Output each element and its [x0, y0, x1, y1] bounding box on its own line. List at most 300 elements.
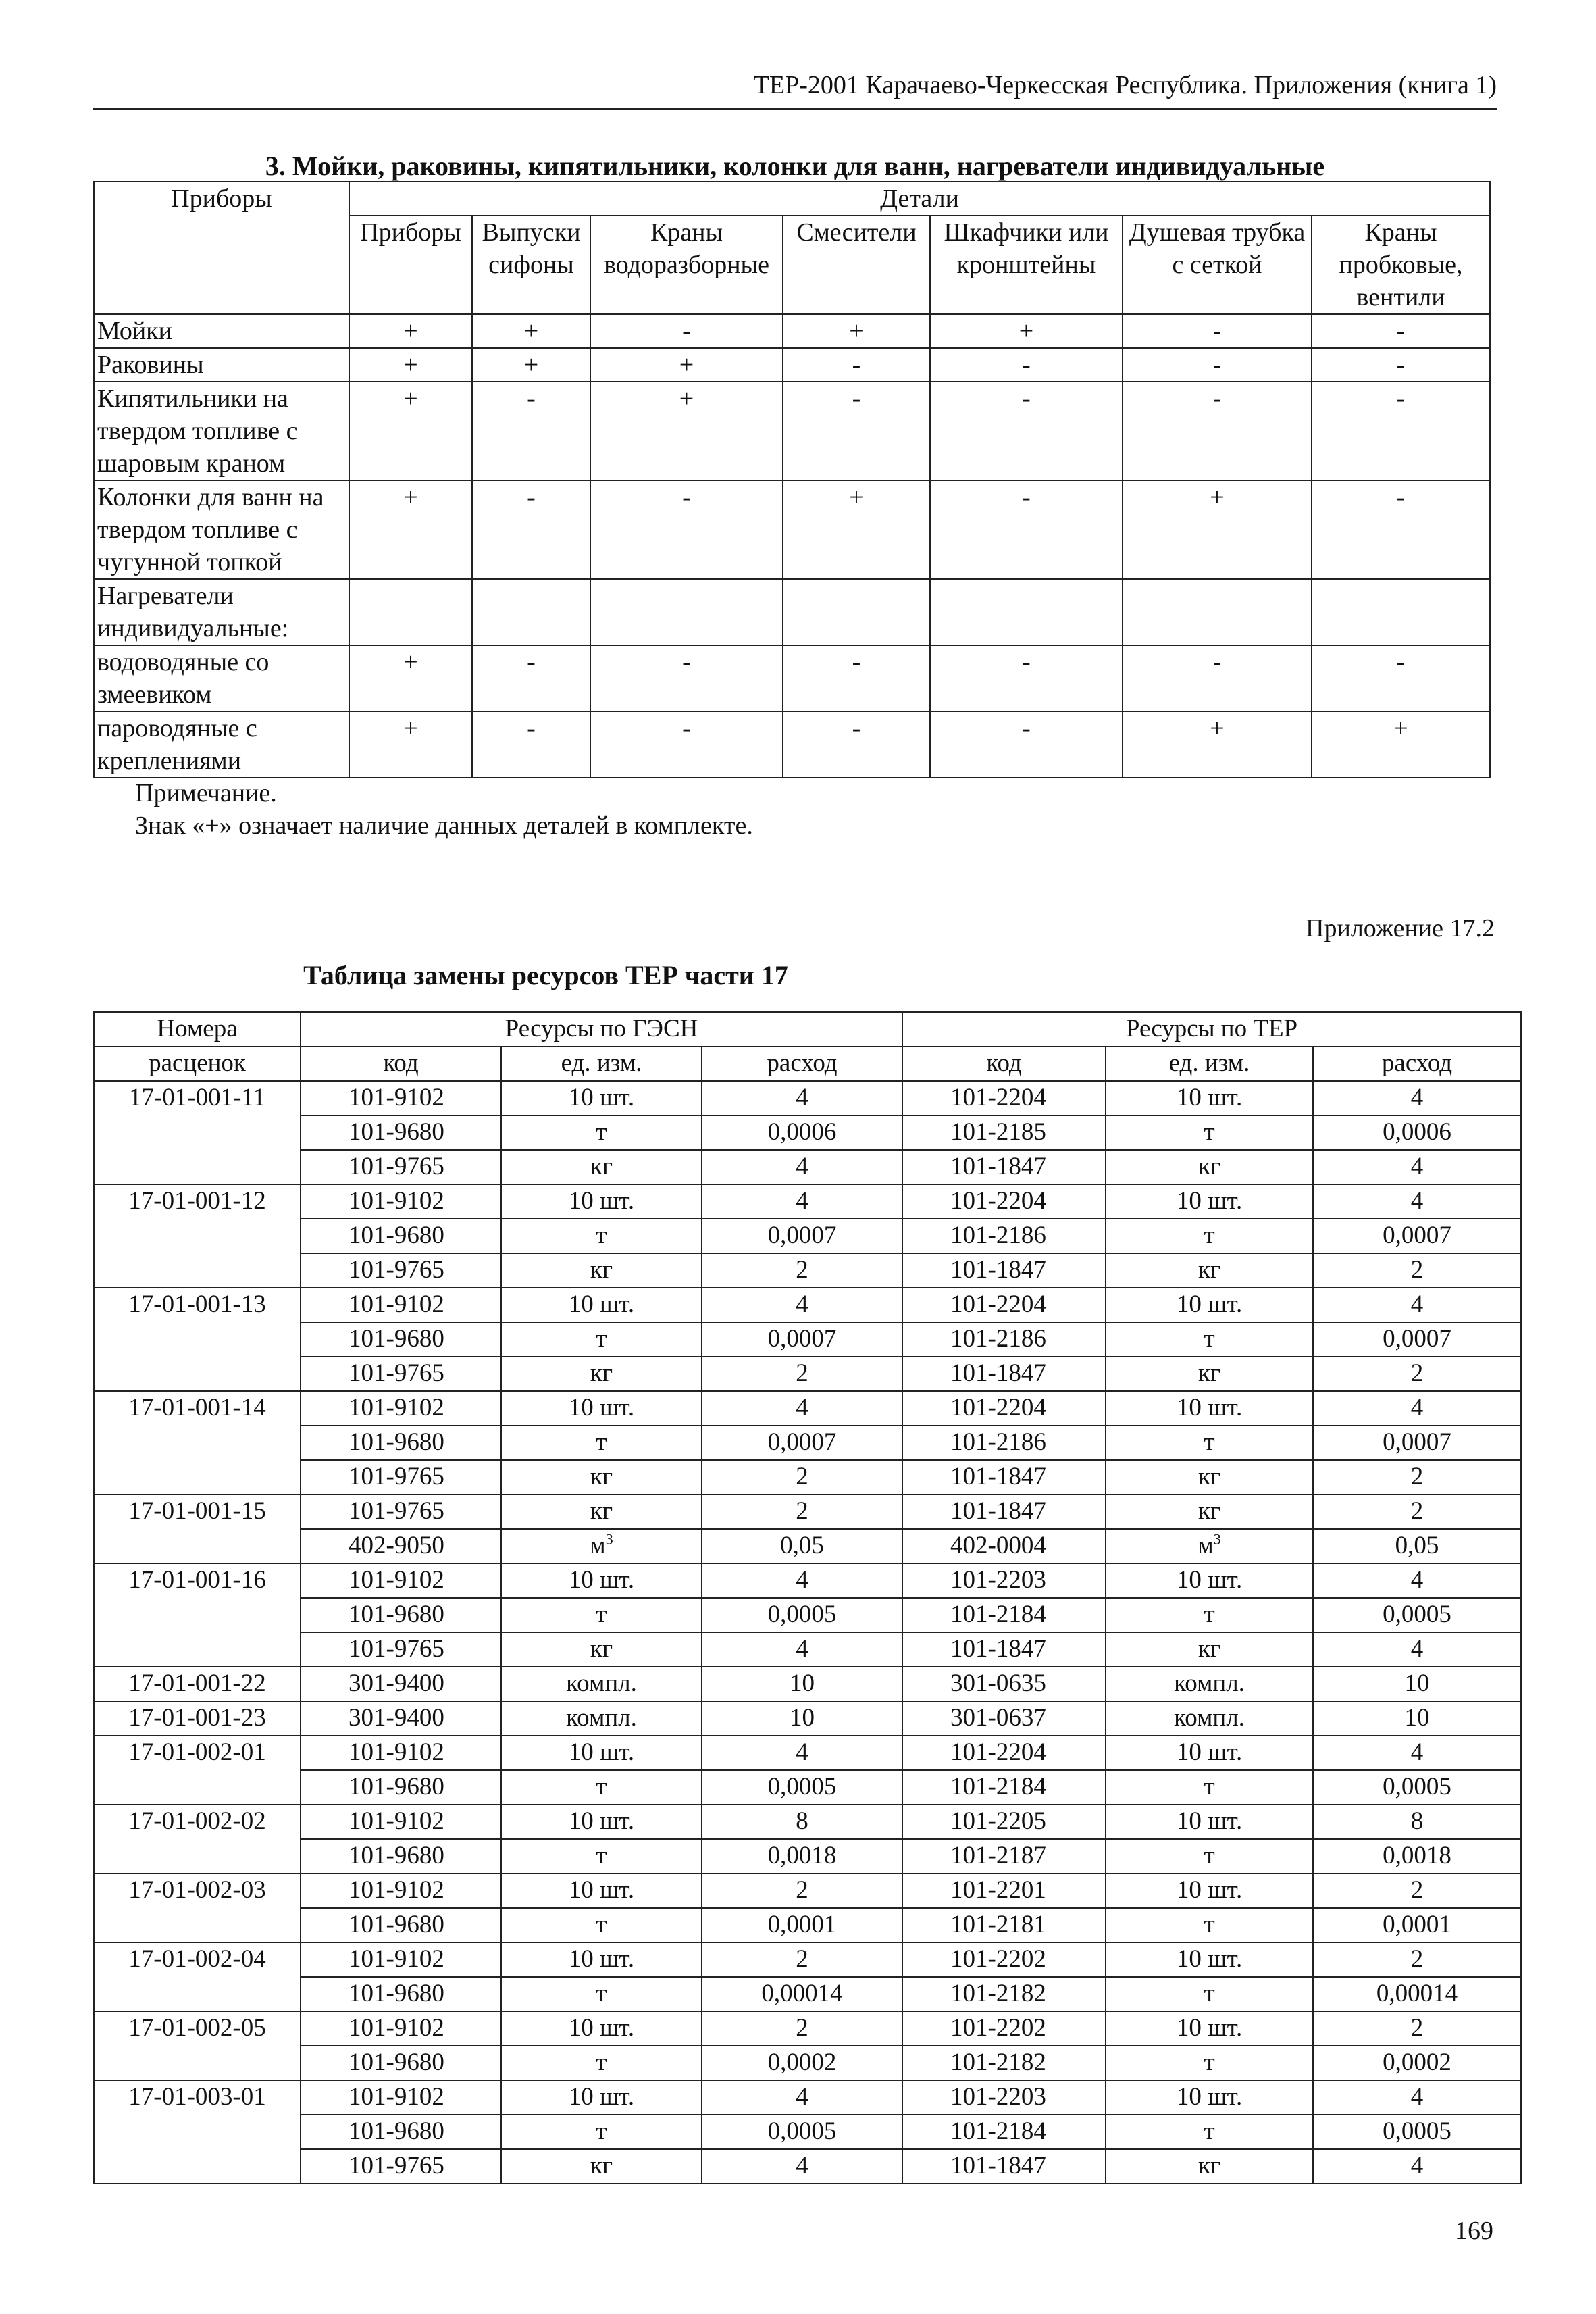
appendix-label: Приложение 17.2 — [1306, 914, 1495, 942]
t2-cell: кг — [501, 1460, 702, 1494]
t1-subhead: Выпуски сифоны — [472, 216, 590, 314]
table-row — [94, 1805, 1521, 1839]
t2-cell: 0,0002 — [1313, 2046, 1521, 2080]
t2-head-numbers-2: расценок — [94, 1047, 301, 1081]
t2-cell: 402-9050 — [301, 1529, 501, 1563]
t2-cell: т — [1106, 1977, 1313, 2011]
t2-cell: 0,0007 — [702, 1426, 902, 1460]
t2-cell: кг — [1106, 1253, 1313, 1288]
t2-cell: т — [1106, 2046, 1313, 2080]
t1-mark — [590, 579, 783, 645]
t2-cell: 10 шт. — [501, 2011, 702, 2046]
table-row — [94, 382, 1490, 480]
t1-mark — [349, 579, 472, 645]
t2-cell: 0,00014 — [1313, 1977, 1521, 2011]
t2-cell: 101-9765 — [301, 1494, 501, 1529]
t2-cell: 0,0005 — [702, 1598, 902, 1632]
table-row — [94, 1839, 1521, 1873]
page-number: 169 — [1455, 2217, 1493, 2245]
table-row — [94, 1667, 1521, 1701]
t2-cell: 101-9680 — [301, 1426, 501, 1460]
t1-head-details: Детали — [349, 182, 1490, 216]
t2-cell: 2 — [1313, 1357, 1521, 1391]
t1-mark: + — [590, 382, 783, 480]
t2-cell: 2 — [702, 1460, 902, 1494]
t1-mark: + — [783, 480, 930, 579]
t2-cell: 2 — [702, 1873, 902, 1908]
t2-rate-number: 17-01-003-01 — [94, 2080, 301, 2184]
t2-cell: компл. — [501, 1701, 702, 1736]
t2-cell: кг — [501, 1150, 702, 1184]
t2-cell: т — [501, 1322, 702, 1357]
t2-cell: 10 шт. — [501, 1288, 702, 1322]
t2-cell: 0,05 — [1313, 1529, 1521, 1563]
table-row — [94, 1115, 1521, 1150]
t2-cell: 101-1847 — [902, 1150, 1106, 1184]
t1-mark: - — [1123, 382, 1312, 480]
t2-cell: т — [1106, 1598, 1313, 1632]
t2-cell: 4 — [1313, 1563, 1521, 1598]
t2-cell: 101-2186 — [902, 1426, 1106, 1460]
t2-cell: т — [501, 1598, 702, 1632]
table-row — [94, 1253, 1521, 1288]
t2-cell: 0,0007 — [702, 1322, 902, 1357]
t2-cell: 101-9680 — [301, 2046, 501, 2080]
t1-mark: + — [1123, 711, 1312, 778]
t2-cell: 301-0637 — [902, 1701, 1106, 1736]
t2-cell: т — [501, 1839, 702, 1873]
t2-cell: 4 — [702, 1288, 902, 1322]
t2-cell: 101-2184 — [902, 1770, 1106, 1805]
t2-cell: 101-2205 — [902, 1805, 1106, 1839]
t2-rate-number: 17-01-001-23 — [94, 1701, 301, 1736]
t2-cell: 101-2202 — [902, 2011, 1106, 2046]
t2-cell: 101-9680 — [301, 1977, 501, 2011]
t2-cell: т — [501, 1908, 702, 1942]
t2-cell: 101-2204 — [902, 1288, 1106, 1322]
t2-cell: 101-2182 — [902, 1977, 1106, 2011]
t2-cell: 101-9765 — [301, 1253, 501, 1288]
t2-cell: 101-2187 — [902, 1839, 1106, 1873]
t2-rate-number: 17-01-001-11 — [94, 1081, 301, 1184]
t2-cell: 101-9102 — [301, 1081, 501, 1115]
t2-rate-number: 17-01-002-04 — [94, 1942, 301, 2011]
t2-cell: 101-9680 — [301, 1219, 501, 1253]
t2-subhead: расход — [1313, 1047, 1521, 1081]
t1-mark: - — [472, 645, 590, 711]
t2-cell: 4 — [1313, 1632, 1521, 1667]
t2-cell: 101-9102 — [301, 1184, 501, 1219]
t1-row-name: Колонки для ванн на твердом топливе с чугунной топкой — [94, 480, 349, 579]
t2-cell: 101-1847 — [902, 2149, 1106, 2184]
t1-mark: + — [1123, 480, 1312, 579]
t1-row-name: Кипятильники на твердом топливе с шаровым краном — [94, 382, 349, 480]
table-row — [94, 1184, 1521, 1219]
table-row — [94, 1529, 1521, 1563]
t2-rate-number: 17-01-001-22 — [94, 1667, 301, 1701]
t1-mark: + — [349, 645, 472, 711]
t2-cell: кг — [1106, 1357, 1313, 1391]
table-row — [94, 2080, 1521, 2115]
table-row — [94, 1598, 1521, 1632]
t2-cell: 4 — [702, 1150, 902, 1184]
t2-cell: 2 — [702, 1942, 902, 1977]
table-row — [94, 1288, 1521, 1322]
t2-cell: $м^3$ — [1106, 1529, 1313, 1563]
t1-mark: + — [472, 348, 590, 382]
t2-cell: 101-9680 — [301, 2115, 501, 2149]
t2-cell: 4 — [1313, 2080, 1521, 2115]
t2-cell: т — [1106, 1770, 1313, 1805]
t2-cell: 101-9680 — [301, 1115, 501, 1150]
t2-cell: 10 шт. — [1106, 1873, 1313, 1908]
t2-cell: 0,00014 — [702, 1977, 902, 2011]
t2-cell: т — [1106, 1839, 1313, 1873]
t2-cell: 101-1847 — [902, 1460, 1106, 1494]
t1-mark: - — [783, 382, 930, 480]
t2-cell: 10 шт. — [1106, 1563, 1313, 1598]
t2-cell: т — [1106, 1322, 1313, 1357]
t2-cell: 10 шт. — [1106, 1288, 1313, 1322]
table-row — [94, 645, 1490, 711]
t2-header-row — [94, 1012, 1521, 1047]
t2-cell: т — [501, 1219, 702, 1253]
t1-mark: - — [590, 314, 783, 348]
note-text: Знак «+» означает наличие данных деталей в комплекте. — [135, 811, 753, 840]
t2-subhead: код — [902, 1047, 1106, 1081]
t2-rate-number: 17-01-001-14 — [94, 1391, 301, 1494]
table-row — [94, 314, 1490, 348]
t1-mark: - — [1312, 382, 1490, 480]
t2-cell: 10 шт. — [501, 1391, 702, 1426]
t1-subhead: Шкафчики или кронштейны — [930, 216, 1123, 314]
t2-subhead: ед. изм. — [501, 1047, 702, 1081]
t2-cell: 101-9102 — [301, 1736, 501, 1770]
t2-rate-number: 17-01-002-05 — [94, 2011, 301, 2080]
t2-cell: 0,0001 — [1313, 1908, 1521, 1942]
table-row — [94, 1494, 1521, 1529]
t2-cell: 101-9680 — [301, 1770, 501, 1805]
t1-mark: + — [349, 314, 472, 348]
t2-cell: 10 шт. — [501, 1563, 702, 1598]
t2-cell: 101-9102 — [301, 1942, 501, 1977]
table-row — [94, 1736, 1521, 1770]
t1-mark: - — [930, 382, 1123, 480]
t1-mark: - — [590, 645, 783, 711]
t1-mark: - — [1312, 645, 1490, 711]
t2-rate-number: 17-01-001-13 — [94, 1288, 301, 1391]
t2-cell: 101-9765 — [301, 1460, 501, 1494]
t1-mark: - — [590, 480, 783, 579]
t2-cell: 101-2184 — [902, 2115, 1106, 2149]
note-label: Примечание. — [135, 779, 277, 807]
t2-cell: 101-2185 — [902, 1115, 1106, 1150]
t2-cell: 4 — [1313, 1391, 1521, 1426]
t2-cell: 101-2203 — [902, 2080, 1106, 2115]
t2-cell: т — [501, 1115, 702, 1150]
t2-cell: 101-9102 — [301, 1288, 501, 1322]
table1-title: 3. Мойки, раковины, кипятильники, колонки для ванн, нагреватели индивидуальные — [265, 151, 1325, 181]
t2-subhead: ед. изм. — [1106, 1047, 1313, 1081]
t2-rate-number: 17-01-002-03 — [94, 1873, 301, 1942]
t2-cell: 10 — [1313, 1667, 1521, 1701]
t2-cell: 2 — [702, 1253, 902, 1288]
t2-cell: 10 шт. — [1106, 1081, 1313, 1115]
t2-cell: 4 — [1313, 1288, 1521, 1322]
table-row — [94, 2115, 1521, 2149]
t2-cell: 0,0018 — [1313, 1839, 1521, 1873]
running-header-text: ТЕР-2001 Карачаево-Черкесская Республика. Приложения (книга 1) — [753, 71, 1497, 99]
t2-cell: 0,0007 — [1313, 1322, 1521, 1357]
t2-cell: 4 — [702, 2080, 902, 2115]
t2-cell: 8 — [1313, 1805, 1521, 1839]
t1-mark: - — [1312, 314, 1490, 348]
t2-cell: кг — [1106, 1460, 1313, 1494]
t2-cell: 4 — [1313, 1081, 1521, 1115]
t2-cell: 10 шт. — [1106, 2080, 1313, 2115]
t1-mark — [783, 579, 930, 645]
t1-mark: - — [590, 711, 783, 778]
t2-cell: 101-2204 — [902, 1736, 1106, 1770]
t2-cell: кг — [501, 2149, 702, 2184]
t2-cell: 101-2186 — [902, 1322, 1106, 1357]
t2-cell: 10 — [702, 1667, 902, 1701]
table-row — [94, 1908, 1521, 1942]
table-row — [94, 480, 1490, 579]
table-row — [94, 1081, 1521, 1115]
t2-cell: т — [501, 1426, 702, 1460]
t1-mark: - — [1123, 348, 1312, 382]
t2-cell: 0,0007 — [702, 1219, 902, 1253]
t2-cell: 101-2181 — [902, 1908, 1106, 1942]
fixtures-table — [93, 181, 1491, 778]
t1-mark: + — [349, 348, 472, 382]
t2-cell: 4 — [1313, 1736, 1521, 1770]
t1-mark: + — [1312, 711, 1490, 778]
t1-mark: + — [783, 314, 930, 348]
t1-mark: - — [472, 711, 590, 778]
table-row — [94, 1942, 1521, 1977]
t2-cell: 301-0635 — [902, 1667, 1106, 1701]
table-row — [94, 1563, 1521, 1598]
table-row — [94, 1873, 1521, 1908]
table-row — [94, 1460, 1521, 1494]
t1-mark — [1312, 579, 1490, 645]
t2-cell: 402-0004 — [902, 1529, 1106, 1563]
t2-cell: 101-9680 — [301, 1322, 501, 1357]
table-row — [94, 348, 1490, 382]
t2-cell: 4 — [1313, 1150, 1521, 1184]
t2-cell: 101-9102 — [301, 1391, 501, 1426]
t2-cell: 0,0005 — [1313, 1598, 1521, 1632]
t1-subhead: Краны пробковые, вентили — [1312, 216, 1490, 314]
t2-cell: 101-2204 — [902, 1391, 1106, 1426]
t2-cell: 101-9765 — [301, 1357, 501, 1391]
t2-cell: 101-9765 — [301, 1632, 501, 1667]
t2-cell: 0,05 — [702, 1529, 902, 1563]
table-row — [94, 1322, 1521, 1357]
t1-mark: - — [783, 711, 930, 778]
t1-mark — [472, 579, 590, 645]
t2-cell: 10 шт. — [1106, 2011, 1313, 2046]
t2-cell: 10 шт. — [1106, 1184, 1313, 1219]
t1-mark: - — [930, 711, 1123, 778]
table-row — [94, 1357, 1521, 1391]
t2-cell: 0,0007 — [1313, 1219, 1521, 1253]
t2-cell: 10 шт. — [501, 1184, 702, 1219]
t1-subhead: Смесители — [783, 216, 930, 314]
t1-mark: - — [1312, 480, 1490, 579]
t2-cell: 0,0005 — [702, 2115, 902, 2149]
t2-cell: 101-9765 — [301, 1150, 501, 1184]
table-row — [94, 2149, 1521, 2184]
t2-cell: 101-2203 — [902, 1563, 1106, 1598]
t2-cell: 10 шт. — [501, 1942, 702, 1977]
t2-subhead: расход — [702, 1047, 902, 1081]
t2-cell: 4 — [702, 1736, 902, 1770]
t2-cell: кг — [1106, 1632, 1313, 1667]
t2-cell: кг — [1106, 2149, 1313, 2184]
t2-cell: 10 шт. — [501, 1873, 702, 1908]
t1-mark — [1123, 579, 1312, 645]
t2-cell: т — [1106, 1426, 1313, 1460]
resource-replacement-table — [93, 1011, 1522, 2184]
t2-cell: 101-1847 — [902, 1494, 1106, 1529]
t1-mark: - — [783, 348, 930, 382]
t2-cell: 301-9400 — [301, 1701, 501, 1736]
table-row — [94, 2011, 1521, 2046]
t2-cell: 101-2201 — [902, 1873, 1106, 1908]
t2-rate-number: 17-01-001-12 — [94, 1184, 301, 1288]
t1-mark: + — [930, 314, 1123, 348]
t2-cell: кг — [501, 1357, 702, 1391]
t2-cell: 101-1847 — [902, 1357, 1106, 1391]
t2-cell: 10 шт. — [501, 2080, 702, 2115]
t2-cell: 2 — [1313, 1942, 1521, 1977]
t2-cell: 101-9765 — [301, 2149, 501, 2184]
t1-subhead: Душевая трубка с сеткой — [1123, 216, 1312, 314]
t2-cell: компл. — [1106, 1667, 1313, 1701]
t2-cell: 101-9680 — [301, 1598, 501, 1632]
t2-cell: 0,0002 — [702, 2046, 902, 2080]
t1-row-name: Нагреватели индивидуальные: — [94, 579, 349, 645]
t2-rate-number: 17-01-002-01 — [94, 1736, 301, 1805]
t1-row-name: Раковины — [94, 348, 349, 382]
t2-cell: 2 — [702, 1357, 902, 1391]
t2-cell: 0,0018 — [702, 1839, 902, 1873]
table-row — [94, 579, 1490, 645]
t2-cell: компл. — [501, 1667, 702, 1701]
t2-cell: кг — [501, 1494, 702, 1529]
t2-cell: 101-9102 — [301, 2080, 501, 2115]
t2-cell: т — [501, 2115, 702, 2149]
t2-cell: 101-2186 — [902, 1219, 1106, 1253]
t1-mark — [930, 579, 1123, 645]
t2-cell: т — [501, 2046, 702, 2080]
t2-cell: кг — [1106, 1150, 1313, 1184]
t2-cell: 2 — [1313, 2011, 1521, 2046]
t2-cell: 10 шт. — [1106, 1736, 1313, 1770]
t2-cell: т — [501, 1977, 702, 2011]
t2-cell: 10 — [702, 1701, 902, 1736]
t2-cell: 2 — [702, 1494, 902, 1529]
t2-cell: 101-2202 — [902, 1942, 1106, 1977]
t2-rate-number: 17-01-001-16 — [94, 1563, 301, 1667]
t2-cell: 4 — [702, 1563, 902, 1598]
t1-subhead: Приборы — [349, 216, 472, 314]
t2-cell: т — [1106, 1219, 1313, 1253]
t1-row-name: водоводяные со змеевиком — [94, 645, 349, 711]
t2-cell: 101-9102 — [301, 2011, 501, 2046]
t2-cell: 101-2184 — [902, 1598, 1106, 1632]
t2-cell: 10 шт. — [501, 1081, 702, 1115]
t1-row-name: пароводяные с креплениями — [94, 711, 349, 778]
t2-cell: 4 — [702, 2149, 902, 2184]
table-row — [94, 1391, 1521, 1426]
t2-cell: кг — [1106, 1494, 1313, 1529]
t2-cell: 0,0001 — [702, 1908, 902, 1942]
t2-cell: 101-9680 — [301, 1839, 501, 1873]
t2-cell: кг — [501, 1253, 702, 1288]
t2-cell: 10 шт. — [501, 1805, 702, 1839]
t1-mark: - — [783, 645, 930, 711]
t2-cell: 10 шт. — [501, 1736, 702, 1770]
t2-head-numbers: Номера — [94, 1012, 301, 1047]
t2-cell: т — [1106, 2115, 1313, 2149]
t2-cell: 101-9102 — [301, 1563, 501, 1598]
t2-head-ter: Ресурсы по ТЕР — [902, 1012, 1521, 1047]
t2-cell: 4 — [702, 1184, 902, 1219]
t2-cell: 101-9102 — [301, 1873, 501, 1908]
t2-subhead: код — [301, 1047, 501, 1081]
t2-cell: 4 — [1313, 1184, 1521, 1219]
t2-cell: 2 — [1313, 1873, 1521, 1908]
table-row — [94, 1770, 1521, 1805]
t2-cell: 10 шт. — [1106, 1942, 1313, 1977]
t1-mark: - — [930, 480, 1123, 579]
t2-cell: 8 — [702, 1805, 902, 1839]
t1-mark: - — [472, 382, 590, 480]
t2-cell: 101-2204 — [902, 1081, 1106, 1115]
t2-rate-number: 17-01-002-02 — [94, 1805, 301, 1873]
t1-header-row — [94, 182, 1490, 216]
t2-cell: 0,0006 — [702, 1115, 902, 1150]
t2-cell: т — [501, 1770, 702, 1805]
t1-mark: + — [590, 348, 783, 382]
t2-cell: т — [1106, 1115, 1313, 1150]
t1-mark: + — [349, 382, 472, 480]
table-row — [94, 1150, 1521, 1184]
t2-cell: 0,0007 — [1313, 1426, 1521, 1460]
t1-row-name: Мойки — [94, 314, 349, 348]
t1-mark: - — [1123, 645, 1312, 711]
table2-title: Таблица замены ресурсов ТЕР части 17 — [303, 960, 788, 990]
table-row — [94, 2046, 1521, 2080]
table-row — [94, 1219, 1521, 1253]
running-header — [93, 68, 1497, 110]
t2-cell: 2 — [1313, 1253, 1521, 1288]
t2-cell: 101-9102 — [301, 1805, 501, 1839]
t2-cell: 0,0005 — [1313, 2115, 1521, 2149]
t2-cell: 2 — [702, 2011, 902, 2046]
t2-cell: 101-1847 — [902, 1253, 1106, 1288]
t2-rate-number: 17-01-001-15 — [94, 1494, 301, 1563]
t2-cell: 0,0005 — [702, 1770, 902, 1805]
t2-cell: 101-2182 — [902, 2046, 1106, 2080]
t1-mark: + — [472, 314, 590, 348]
t1-mark: + — [349, 480, 472, 579]
t2-cell: компл. — [1106, 1701, 1313, 1736]
